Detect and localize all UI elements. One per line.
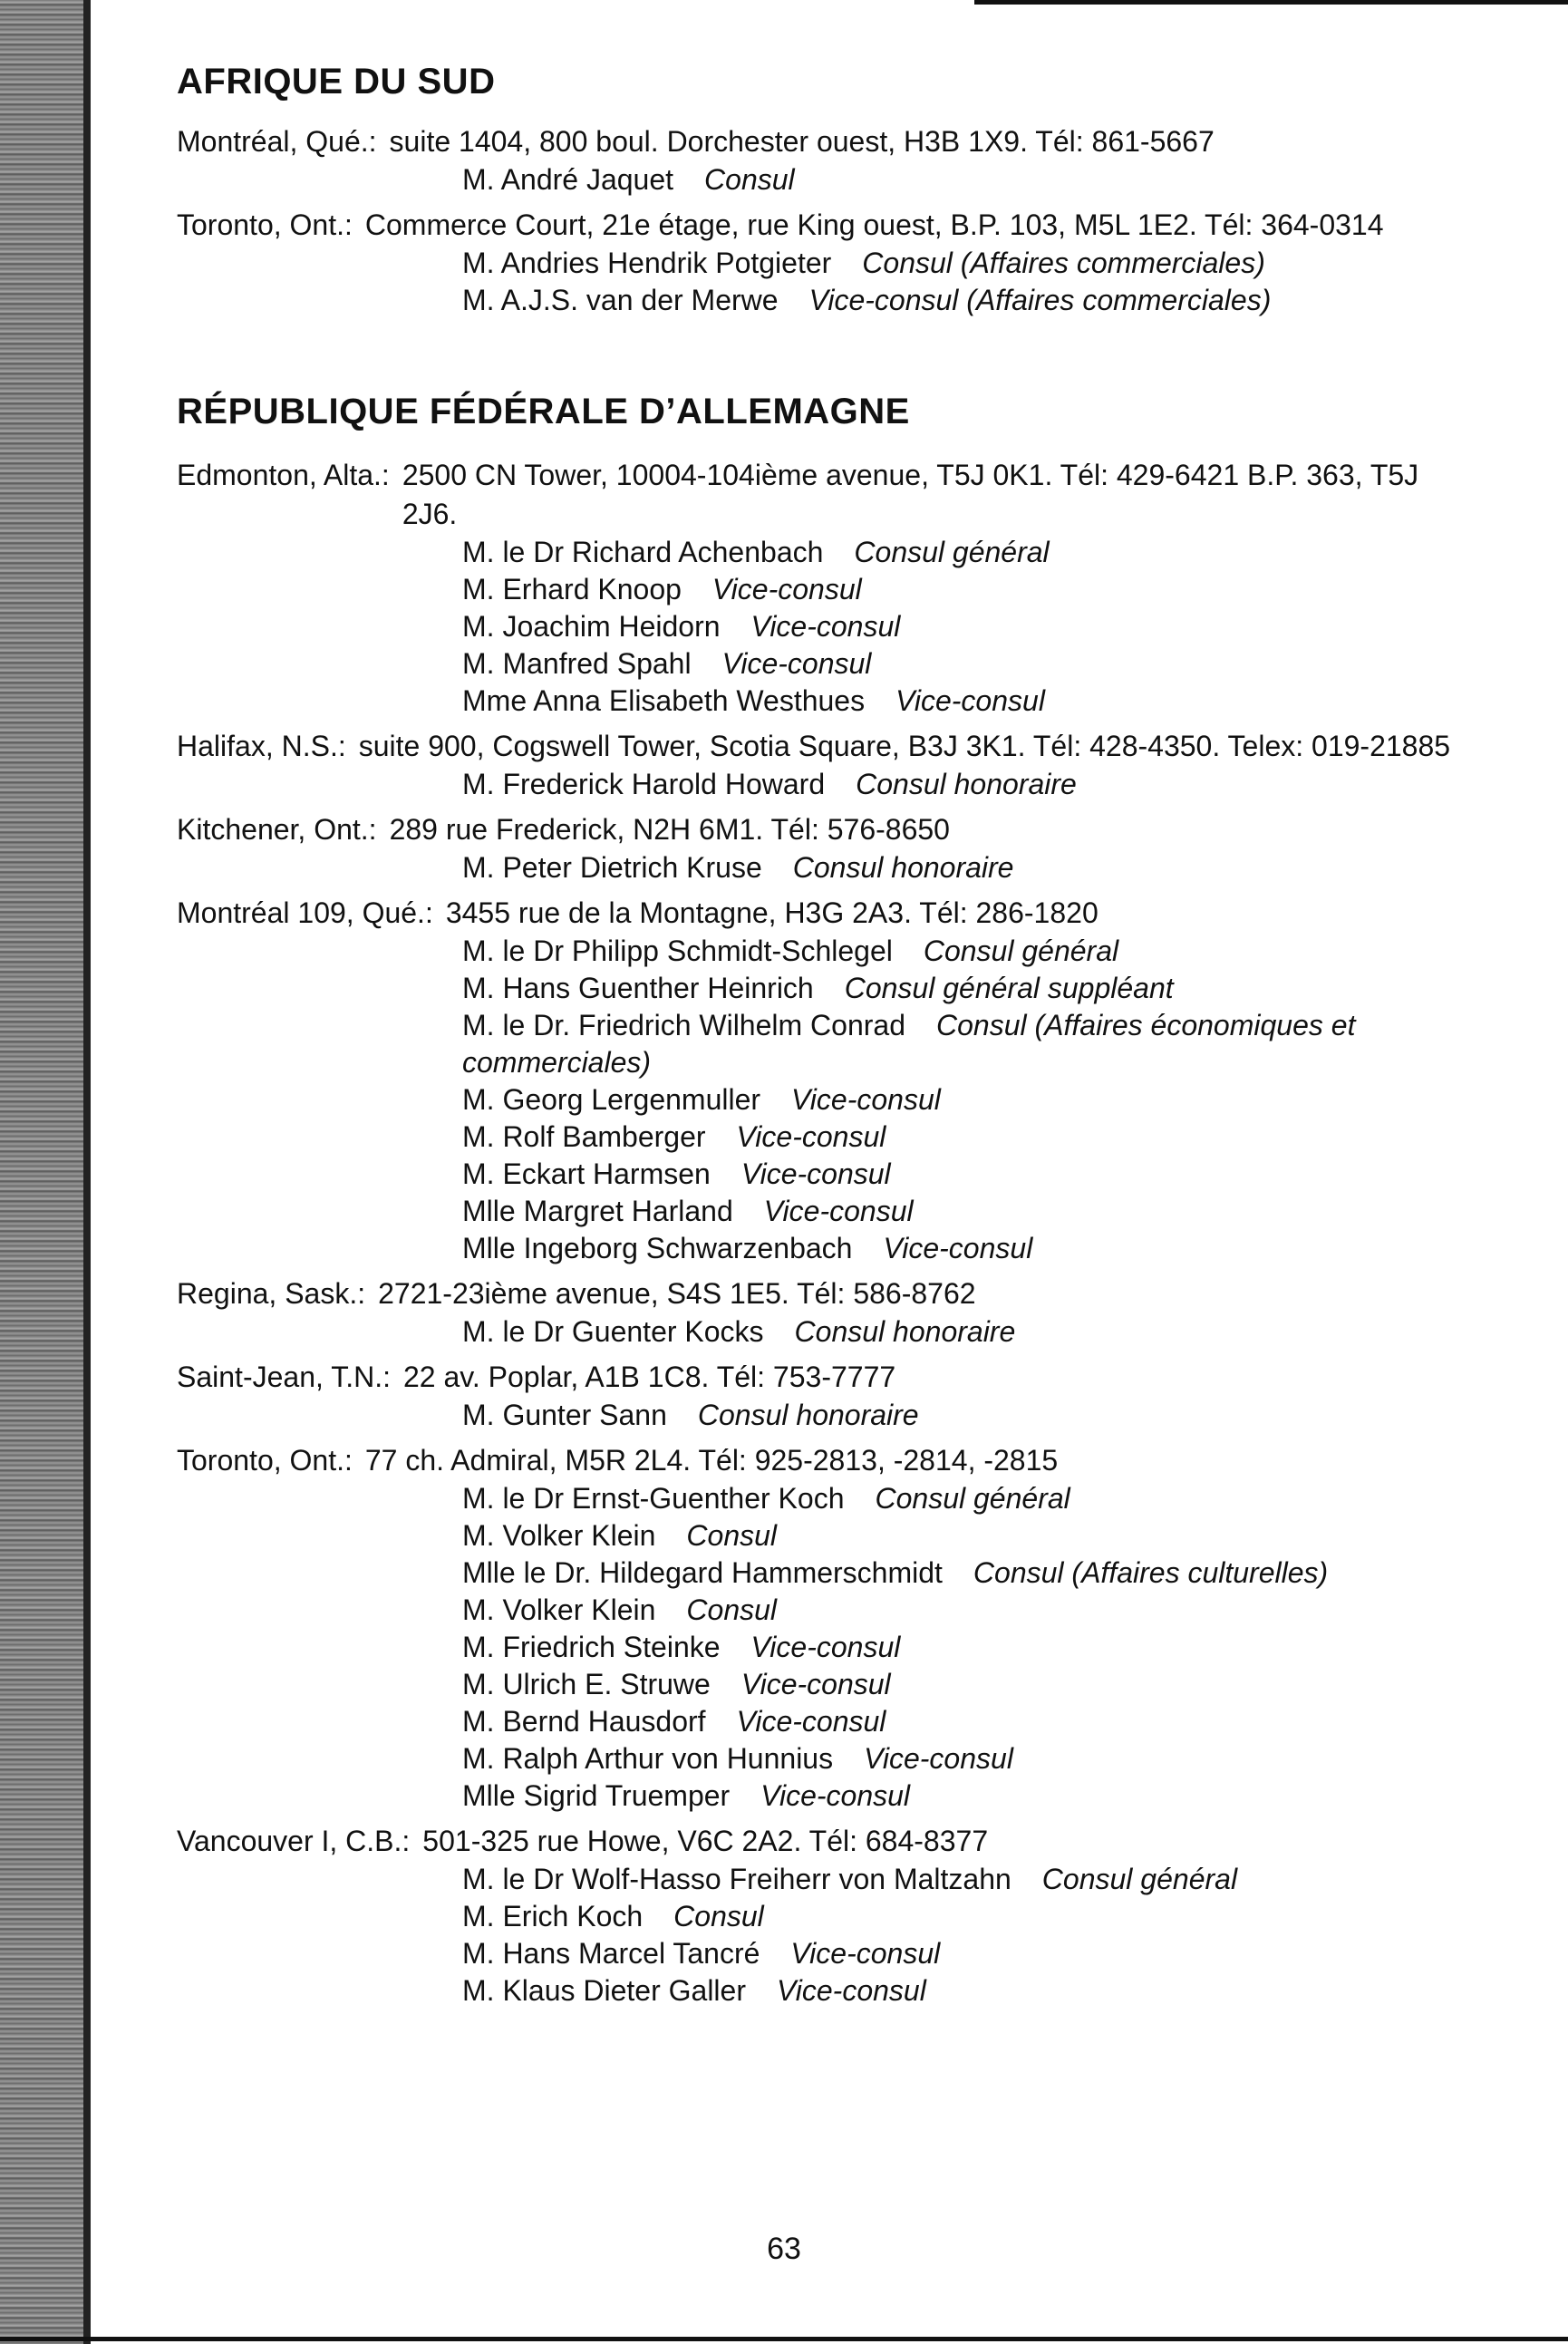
- office-city: Toronto, Ont.:: [177, 208, 353, 241]
- staff-name: M. Georg Lergenmuller: [462, 1083, 761, 1116]
- staff-name: M. Volker Klein: [462, 1519, 656, 1552]
- staff-title: Consul: [673, 1900, 764, 1932]
- staff-title: Vice-consul: [760, 1779, 911, 1812]
- office-city: Edmonton, Alta.:: [177, 459, 390, 491]
- staff-title: Consul honoraire: [792, 851, 1014, 884]
- staff-name: M. Frederick Harold Howard: [462, 768, 826, 800]
- staff-title: Consul (Affaires culturelles): [973, 1556, 1329, 1589]
- staff-member: [462, 282, 1464, 319]
- staff-name: M. A.J.S. van der Merwe: [462, 284, 779, 316]
- staff-list: [177, 1861, 1464, 2010]
- staff-member: [462, 1555, 1464, 1592]
- country-section: [177, 62, 1464, 319]
- staff-name: M. Bernd Hausdorf: [462, 1705, 706, 1738]
- office-city: Saint-Jean, T.N.:: [177, 1361, 391, 1393]
- staff-name: M. Erhard Knoop: [462, 573, 682, 605]
- staff-title: Vice-consul: [895, 684, 1045, 717]
- office-address: Commerce Court, 21e étage, rue King ouest, B.P. 103, M5L 1E2. Tél: 364-0314: [364, 208, 1384, 241]
- consulate-office: [177, 1274, 1464, 1351]
- staff-name: M. le Dr Wolf-Hasso Freiherr von Maltzahn: [462, 1863, 1011, 1895]
- staff-name: M. Andries Hendrik Potgieter: [462, 247, 832, 279]
- staff-member: [462, 970, 1464, 1007]
- staff-name: M. Klaus Dieter Galler: [462, 1974, 746, 2007]
- staff-title: Vice-consul: [750, 1631, 901, 1663]
- staff-member: [462, 1935, 1464, 1972]
- staff-list: [177, 1313, 1464, 1351]
- staff-member: [462, 1397, 1464, 1434]
- staff-list: [177, 245, 1464, 319]
- staff-list: [177, 766, 1464, 803]
- staff-title: Consul: [704, 163, 795, 196]
- staff-member: [462, 645, 1464, 683]
- staff-list: [177, 1397, 1464, 1434]
- staff-name: M. le Dr Philipp Schmidt-Schlegel: [462, 935, 893, 967]
- office-address: suite 1404, 800 boul. Dorchester ouest, H3B 1X9. Tél: 861-5667: [389, 125, 1215, 158]
- staff-title: Consul: [686, 1593, 778, 1626]
- staff-title: Vice-consul: [736, 1120, 886, 1153]
- staff-member: [462, 571, 1464, 608]
- staff-member: [462, 933, 1464, 970]
- staff-title: Consul (Affaires commerciales): [862, 247, 1265, 279]
- staff-member: [462, 683, 1464, 720]
- staff-name: Mlle le Dr. Hildegard Hammerschmidt: [462, 1556, 943, 1589]
- staff-title: Vice-consul: [776, 1974, 926, 2007]
- staff-name: M. Ulrich E. Struwe: [462, 1668, 711, 1700]
- staff-member: [462, 849, 1464, 886]
- staff-member: [462, 1230, 1464, 1267]
- staff-member: [462, 245, 1464, 282]
- office-address: 3455 rue de la Montagne, H3G 2A3. Tél: 286-1820: [445, 896, 1099, 929]
- page-content: [177, 62, 1464, 2017]
- staff-member: [462, 1972, 1464, 2010]
- staff-title: Consul général: [923, 935, 1119, 967]
- office-address: suite 900, Cogswell Tower, Scotia Square, B3J 3K1. Tél: 428-4350. Telex: 019-21885: [358, 730, 1451, 762]
- staff-name: M. Hans Guenther Heinrich: [462, 972, 814, 1004]
- staff-member: [462, 1193, 1464, 1230]
- staff-member: [462, 1517, 1464, 1555]
- consulate-office: [177, 206, 1464, 319]
- consulate-office: [177, 1358, 1464, 1434]
- office-city: Kitchener, Ont.:: [177, 813, 377, 846]
- staff-member: [462, 1898, 1464, 1935]
- staff-title: Vice-consul (Affaires commerciales): [808, 284, 1272, 316]
- staff-title: Consul (Affaires économiques et commerciales): [462, 1009, 1356, 1079]
- staff-name: M. le Dr Guenter Kocks: [462, 1315, 764, 1348]
- office-city: Montréal, Qué.:: [177, 125, 377, 158]
- staff-title: Vice-consul: [721, 647, 872, 680]
- office-city: Toronto, Ont.:: [177, 1444, 353, 1477]
- staff-name: M. Joachim Heidorn: [462, 610, 721, 643]
- staff-name: Mlle Ingeborg Schwarzenbach: [462, 1232, 853, 1264]
- office-address: 77 ch. Admiral, M5R 2L4. Tél: 925-2813, -2814, -2815: [364, 1444, 1059, 1477]
- staff-title: Vice-consul: [790, 1937, 941, 1970]
- staff-name: M. le Dr Richard Achenbach: [462, 536, 824, 568]
- staff-title: Consul honoraire: [794, 1315, 1016, 1348]
- staff-name: Mlle Margret Harland: [462, 1195, 733, 1227]
- staff-title: Consul: [686, 1519, 778, 1552]
- staff-title: Vice-consul: [763, 1195, 914, 1227]
- office-city: Vancouver I, C.B.:: [177, 1825, 411, 1857]
- staff-member: [462, 1480, 1464, 1517]
- staff-name: M. Peter Dietrich Kruse: [462, 851, 762, 884]
- office-city: Montréal 109, Qué.:: [177, 896, 433, 929]
- staff-title: Consul honoraire: [856, 768, 1077, 800]
- consulate-office: [177, 894, 1464, 1267]
- country-section: [177, 392, 1464, 2010]
- staff-name: M. Friedrich Steinke: [462, 1631, 721, 1663]
- bottom-rule: [0, 2337, 1568, 2341]
- staff-title: Vice-consul: [736, 1705, 886, 1738]
- staff-title: Consul général suppléant: [844, 972, 1174, 1004]
- staff-member: [462, 1313, 1464, 1351]
- staff-member: [462, 534, 1464, 571]
- staff-name: M. le Dr Ernst-Guenther Koch: [462, 1482, 845, 1515]
- office-address: 22 av. Poplar, A1B 1C8. Tél: 753-7777: [402, 1361, 896, 1393]
- staff-member: [462, 1629, 1464, 1666]
- staff-member: [462, 608, 1464, 645]
- staff-title: Vice-consul: [740, 1157, 891, 1190]
- staff-member: [462, 1007, 1464, 1081]
- staff-title: Vice-consul: [740, 1668, 891, 1700]
- office-address: 501-325 rue Howe, V6C 2A2. Tél: 684-8377: [422, 1825, 989, 1857]
- staff-name: M. Erich Koch: [462, 1900, 644, 1932]
- consulate-office: [177, 810, 1464, 886]
- staff-list: [177, 933, 1464, 1267]
- office-address: 2721-23ième avenue, S4S 1E5. Tél: 586-8762: [378, 1277, 976, 1310]
- staff-member: [462, 1703, 1464, 1740]
- staff-list: [177, 1480, 1464, 1815]
- staff-member: [462, 1156, 1464, 1193]
- consulate-office: [177, 456, 1464, 720]
- top-rule: [974, 0, 1568, 5]
- staff-member: [462, 1740, 1464, 1777]
- country-heading: RÉPUBLIQUE FÉDÉRALE D’ALLEMAGNE: [177, 392, 910, 431]
- staff-name: M. Hans Marcel Tancré: [462, 1937, 760, 1970]
- staff-member: [462, 1119, 1464, 1156]
- consulate-office: [177, 727, 1464, 803]
- office-address: 2500 CN Tower, 10004-104ième avenue, T5J 0K1. Tél: 429-6421 B.P. 363, T5J 2J6.: [402, 459, 1419, 530]
- staff-member: [462, 161, 1464, 199]
- staff-name: M. Volker Klein: [462, 1593, 656, 1626]
- staff-name: Mme Anna Elisabeth Westhues: [462, 684, 866, 717]
- country-heading: AFRIQUE DU SUD: [177, 62, 496, 102]
- consulate-office: [177, 1441, 1464, 1815]
- staff-name: M. Gunter Sann: [462, 1399, 667, 1431]
- page-number: 63: [767, 2232, 801, 2266]
- staff-member: [462, 1081, 1464, 1119]
- consulate-office: [177, 122, 1464, 199]
- staff-member: [462, 1666, 1464, 1703]
- staff-name: M. Eckart Harmsen: [462, 1157, 711, 1190]
- office-city: Regina, Sask.:: [177, 1277, 366, 1310]
- staff-name: M. Rolf Bamberger: [462, 1120, 706, 1153]
- staff-title: Consul général: [854, 536, 1050, 568]
- staff-title: Vice-consul: [883, 1232, 1033, 1264]
- office-city: Halifax, N.S.:: [177, 730, 346, 762]
- staff-member: [462, 1592, 1464, 1629]
- staff-member: [462, 766, 1464, 803]
- office-address: 289 rue Frederick, N2H 6M1. Tél: 576-8650: [389, 813, 950, 846]
- staff-member: [462, 1777, 1464, 1815]
- scanned-binding-edge: [0, 0, 91, 2344]
- consulate-office: [177, 1822, 1464, 2010]
- staff-name: M. André Jaquet: [462, 163, 674, 196]
- staff-title: Consul général: [1041, 1863, 1238, 1895]
- staff-list: [177, 534, 1464, 720]
- staff-name: M. Manfred Spahl: [462, 647, 692, 680]
- staff-title: Vice-consul: [750, 610, 901, 643]
- staff-title: Vice-consul: [791, 1083, 941, 1116]
- staff-title: Vice-consul: [711, 573, 862, 605]
- staff-title: Consul honoraire: [697, 1399, 919, 1431]
- staff-list: [177, 849, 1464, 886]
- staff-title: Vice-consul: [864, 1742, 1013, 1775]
- staff-name: M. Ralph Arthur von Hunnius: [462, 1742, 834, 1775]
- staff-member: [462, 1861, 1464, 1898]
- staff-title: Consul général: [875, 1482, 1070, 1515]
- staff-list: [177, 161, 1464, 199]
- staff-name: M. le Dr. Friedrich Wilhelm Conrad: [462, 1009, 905, 1041]
- staff-name: Mlle Sigrid Truemper: [462, 1779, 731, 1812]
